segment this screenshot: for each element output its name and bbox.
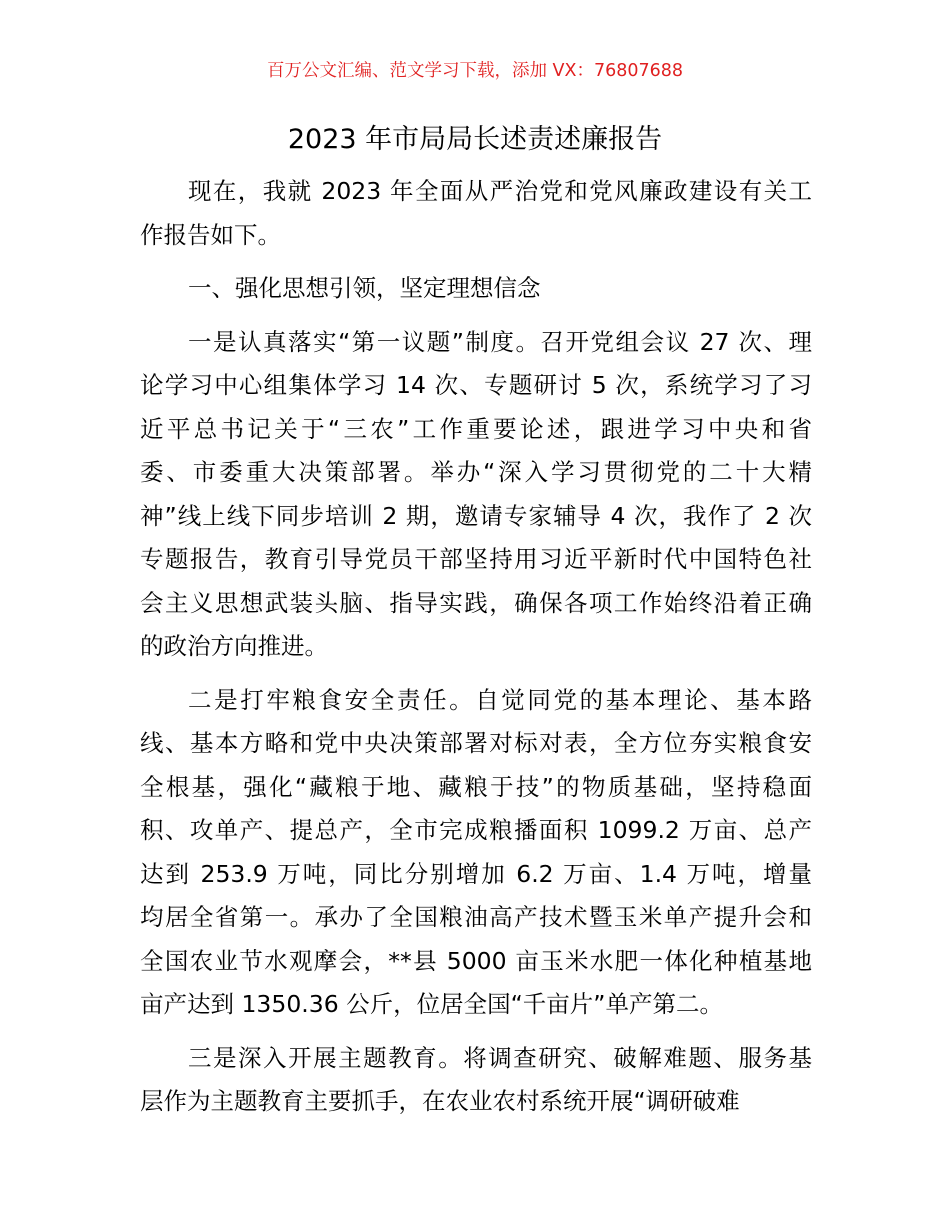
text-line: 作报告如下。 [140, 220, 281, 249]
text-line: 线、基本方略和党中央决策部署对标对表，全方位夯实粮食安 [140, 729, 812, 757]
text-line: 一、强化思想引领，坚定理想信念 [188, 274, 541, 302]
document-title: 2023 年市局局长述责述廉报告 [287, 124, 663, 155]
text-line: 全根基，强化“藏粮于地、藏粮于技”的物质基础，坚持稳面 [140, 772, 812, 801]
paragraph [140, 170, 812, 257]
text-line: 积、攻单产、提总产，全市完成粮播面积 1099.2 万亩、总产 [140, 816, 812, 844]
paragraph [140, 321, 812, 669]
text-line: 均居全省第一。承办了全国粮油高产技术暨玉米单产提升会和 [140, 903, 812, 931]
text-line: 现在，我就 2023 年全面从严治党和党风廉政建设有关工 [188, 177, 812, 205]
section-heading [140, 267, 812, 311]
text-line: 委、市委重大决策部署。举办“深入学习贯彻党的二十大精 [140, 458, 812, 486]
watermark-header: 百万公文汇编、范文学习下载，添加 VX：76807688 [266, 61, 684, 81]
text-line: 论学习中心组集体学习 14 次、专题研讨 5 次，系统学习了习 [140, 371, 812, 399]
text-line: 近平总书记关于“三农”工作重要论述，跟进学习中央和省 [140, 414, 812, 443]
text-line: 亩产达到 1350.36 公斤，位居全国“千亩片”单产第二。 [140, 990, 723, 1018]
paragraph [140, 1037, 812, 1124]
text-line: 神”线上线下同步培训 2 期，邀请专家辅导 4 次，我作了 2 次 [140, 501, 812, 530]
text-line: 会主义思想武装头脑、指导实践，确保各项工作始终沿着正确 [140, 588, 812, 617]
text-line: 的政治方向推进。 [140, 632, 328, 660]
paragraph [140, 679, 812, 1027]
text-line: 层作为主题教育主要抓手，在农业农村系统开展“调研破难 [140, 1087, 740, 1115]
text-line: 达到 253.9 万吨，同比分别增加 6.2 万亩、1.4 万吨，增量 [140, 859, 812, 888]
text-line: 二是打牢粮食安全责任。自觉同党的基本理论、基本路 [188, 685, 812, 714]
text-line: 三是深入开展主题教育。将调查研究、破解难题、服务基 [188, 1043, 812, 1072]
document-body [140, 170, 812, 1134]
text-line: 一是认真落实“第一议题”制度。召开党组会议 27 次、理 [188, 327, 812, 356]
text-line: 专题报告，教育引导党员干部坚持用习近平新时代中国特色社 [140, 545, 812, 573]
text-line: 全国农业节水观摩会，**县 5000 亩玉米水肥一体化种植基地 [140, 946, 812, 975]
